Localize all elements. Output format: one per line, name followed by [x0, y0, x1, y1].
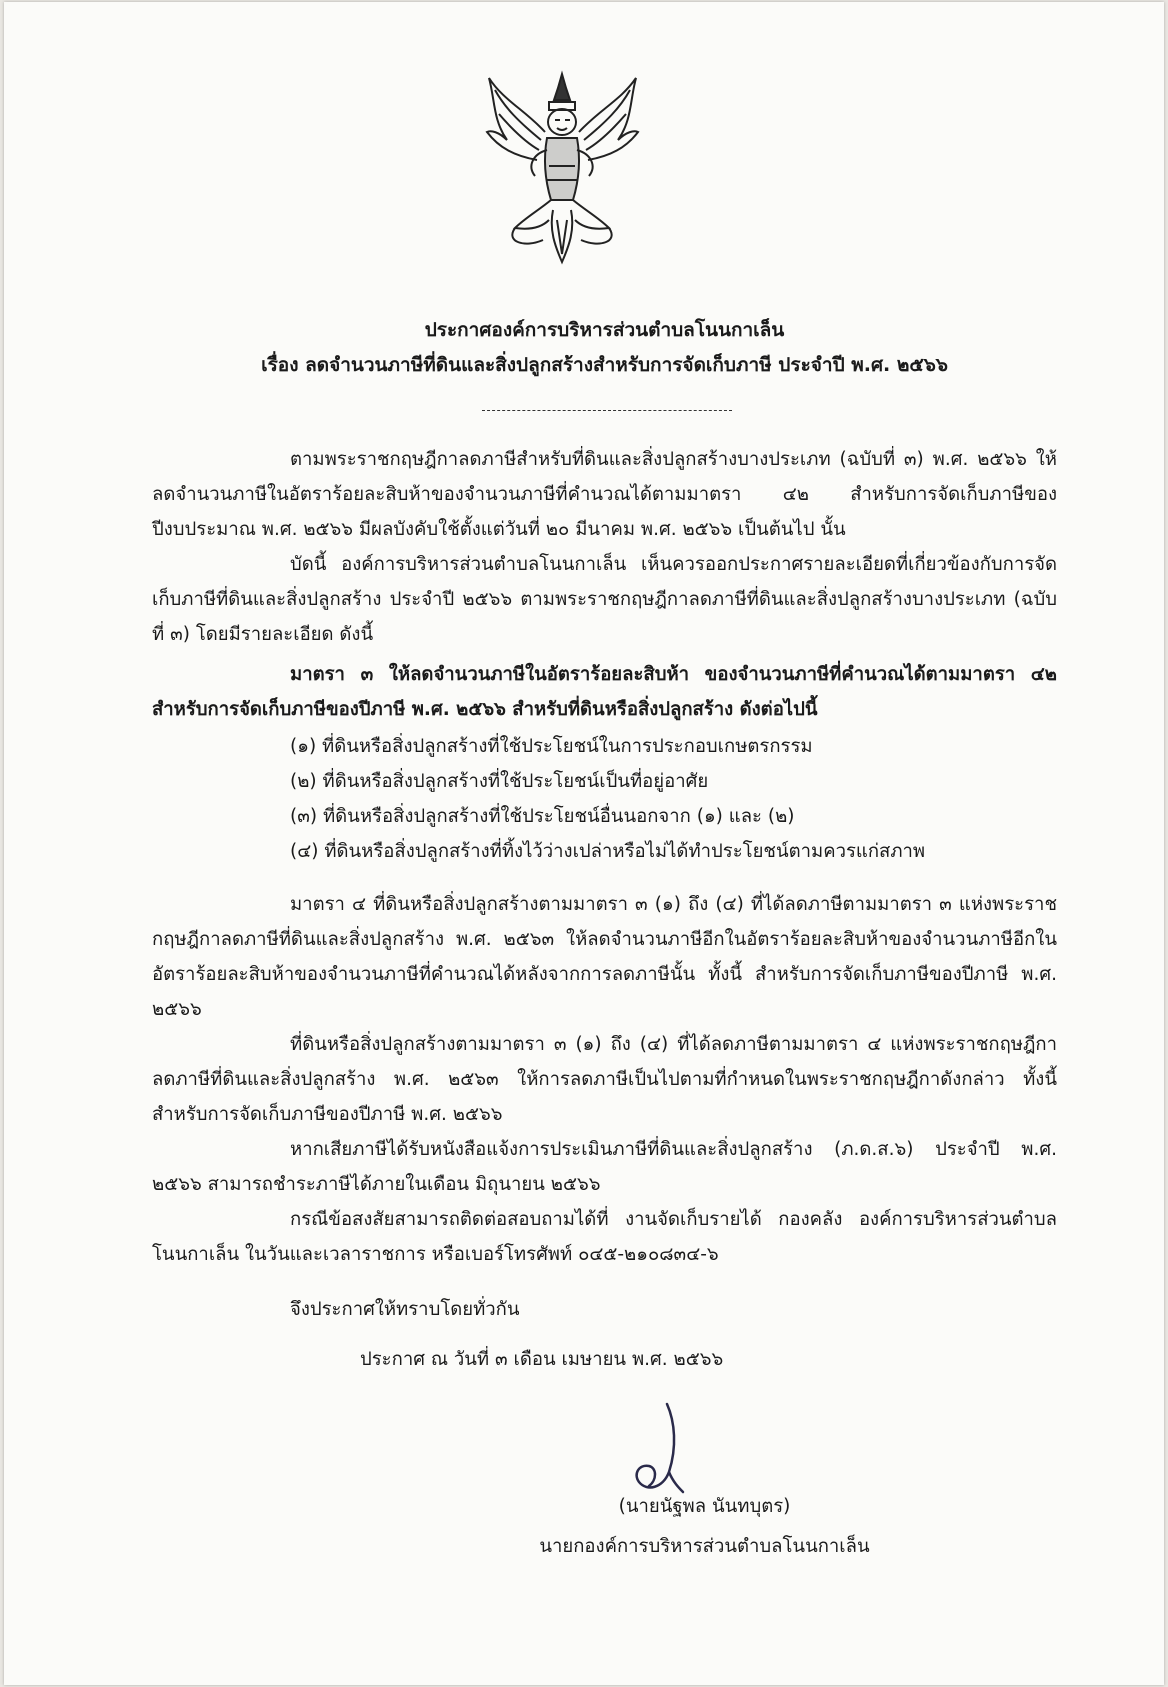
- document-page: [4, 2, 1164, 1685]
- document-subject: เรื่อง ลดจำนวนภาษีที่ดินและสิ่งปลูกสร้างสำหรับการจัดเก็บภาษี ประจำปี พ.ศ. ๒๕๖๖: [261, 354, 948, 376]
- paragraph-1-text: ตามพระราชกฤษฎีกาลดภาษีสำหรับที่ดินและสิ่งปลูกสร้างบางประเภท (ฉบับที่ ๓) พ.ศ. ๒๕๖๖ ให้ลดจำนวนภาษีในอัตราร้อยละสิบห้าของจำนวนภาษีที่คำนวณได้ตามมาตรา ๔๒ สำหรับการจัดเก็บภาษีของปีงบประมาณ พ.ศ. ๒๕๖๖ มีผลบังคับใช้ตั้งแต่วันที่ ๒๐ มีนาคม พ.ศ. ๒๕๖๖ เป็นต้นไป นั้น: [152, 449, 1057, 540]
- signer-name: (นายนัฐพล นันทบุตร): [618, 1496, 791, 1517]
- paragraph-7: [152, 1202, 1057, 1272]
- list-item: (๑) ที่ดินหรือสิ่งปลูกสร้างที่ใช้ประโยชน์ในการประกอบเกษตรกรรม: [290, 736, 813, 757]
- section-3-text: มาตรา ๓ ให้ลดจำนวนภาษีในอัตราร้อยละสิบห้า ของจำนวนภาษีที่คำนวณได้ตามมาตรา ๔๒ สำหรับการจัดเก็บภาษีของปีภาษี พ.ศ. ๒๕๖๖ สำหรับที่ดินหรือสิ่งปลูกสร้าง ดังต่อไปนี้: [152, 664, 1057, 720]
- paragraph-2-text: บัดนี้ องค์การบริหารส่วนตำบลโนนกาเล็น เห็นควรออกประกาศรายละเอียดที่เกี่ยวข้องกับการจัดเก็บภาษีที่ดินและสิ่งปลูกสร้าง ประจำปี ๒๕๖๖ ตามพระราชกฤษฎีกาลดภาษีที่ดินและสิ่งปลูกสร้างบางประเภท (ฉบับที่ ๓) โดยมีรายละเอียด ดังนี้: [152, 554, 1057, 645]
- section-4-text: มาตรา ๔ ที่ดินหรือสิ่งปลูกสร้างตามมาตรา ๓ (๑) ถึง (๔) ที่ได้ลดภาษีตามมาตรา ๓ แห่งพระราชกฤษฎีกาลดภาษีที่ดินและสิ่งปลูกสร้าง พ.ศ. ๒๕๖๓ ให้ลดจำนวนภาษีอีกในอัตราร้อยละสิบห้าของจำนวนภาษีอีกในอัตราร้อยละสิบห้าของจำนวนภาษีที่คำนวณได้หลังจากการลดภาษีนั้น ทั้งนี้ สำหรับการจัดเก็บภาษีของปีภาษี พ.ศ. ๒๕๖๖: [152, 894, 1057, 1020]
- paragraph-5: [152, 1027, 1057, 1132]
- announcement-date: ประกาศ ณ วันที่ ๓ เดือน เมษายน พ.ศ. ๒๕๖๖: [360, 1349, 724, 1370]
- list-item: (๒) ที่ดินหรือสิ่งปลูกสร้างที่ใช้ประโยชน์เป็นที่อยู่อาศัย: [290, 771, 709, 792]
- paragraph-1: [152, 442, 1057, 547]
- list-item: (๔) ที่ดินหรือสิ่งปลูกสร้างที่ทิ้งไว้ว่างเปล่าหรือไม่ได้ทำประโยชน์ตามควรแก่สภาพ: [290, 841, 926, 862]
- paragraph-7-text: กรณีข้อสงสัยสามารถติดต่อสอบถามได้ที่ งานจัดเก็บรายได้ กองคลัง องค์การบริหารส่วนตำบลโนนกาเล็น ในวันและเวลาราชการ หรือเบอร์โทรศัพท์ ๐๔๕-๒๑๐๘๓๔-๖: [152, 1209, 1057, 1265]
- signature-mark: [617, 1402, 687, 1497]
- signer-title: นายกองค์การบริหารส่วนตำบลโนนกาเล็น: [539, 1536, 870, 1557]
- paragraph-6: [152, 1132, 1057, 1202]
- section-3-paragraph: [152, 657, 1057, 727]
- garuda-emblem-icon: [485, 70, 640, 265]
- document-title: ประกาศองค์การบริหารส่วนตำบลโนนกาเล็น: [424, 319, 785, 341]
- list-item: (๓) ที่ดินหรือสิ่งปลูกสร้างที่ใช้ประโยชน์อื่นนอกจาก (๑) และ (๒): [290, 806, 795, 827]
- section-4-paragraph: [152, 887, 1057, 1027]
- document-content: [152, 2, 1057, 1685]
- paragraph-6-text: หากเสียภาษีได้รับหนังสือแจ้งการประเมินภาษีที่ดินและสิ่งปลูกสร้าง (ภ.ด.ส.๖) ประจำปี พ.ศ. ๒๕๖๖ สามารถชำระภาษีได้ภายในเดือน มิถุนายน ๒๕๖๖: [152, 1139, 1057, 1195]
- paragraph-2: [152, 547, 1057, 652]
- announcement-line: จึงประกาศให้ทราบโดยทั่วกัน: [290, 1299, 520, 1320]
- title-divider: [482, 410, 732, 411]
- paragraph-5-text: ที่ดินหรือสิ่งปลูกสร้างตามมาตรา ๓ (๑) ถึง (๔) ที่ได้ลดภาษีตามมาตรา ๔ แห่งพระราชกฤษฎีกาลดภาษีที่ดินและสิ่งปลูกสร้าง พ.ศ. ๒๕๖๓ ให้การลดภาษีเป็นไปตามที่กำหนดในพระราชกฤษฎีกาดังกล่าว ทั้งนี้ สำหรับการจัดเก็บภาษีของปีภาษี พ.ศ. ๒๕๖๖: [152, 1034, 1057, 1125]
